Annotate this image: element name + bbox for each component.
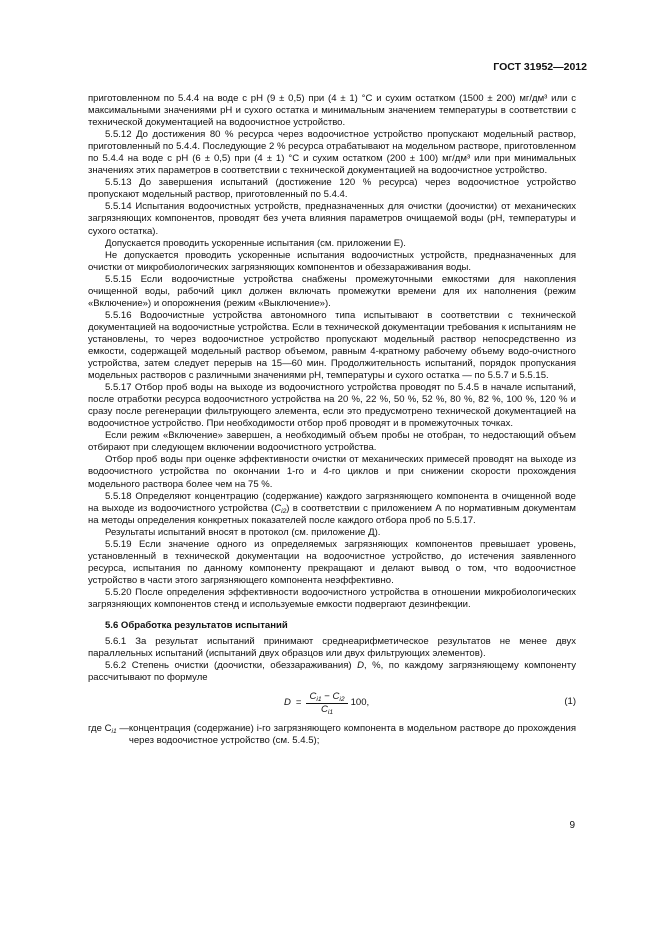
paragraph: Отбор проб воды при оценке эффективности очистки от механических примесей проводят на выходе из водоочистного устройства по окончании 1-го и 4-го циклов и при снижении скорости прохождения модельного раствора более чем на 75 %. — [88, 454, 576, 490]
legend-symbol: где $C_{i1}$ — — [88, 723, 129, 736]
paragraph-text: ) в соответствии с приложением А по нормативным документам на методы определения конкретных показателей после каждого отбора проб по 5.5.17. — [88, 502, 576, 526]
paragraph-5-5-18 — [88, 491, 576, 527]
formula-numerator: $C_{i1} - C_{i2}$ — [306, 691, 347, 704]
paragraph: Результаты испытаний вносят в протокол (см. приложение Д). — [105, 526, 381, 538]
paragraph-5-5-15: 5.5.15 Если водоочистные устройства снабжены промежуточными емкостями для накопления очищенной воды, рабочий цикл должен включать промежутки времени для их наполнения (режим «Включение») и опорожнения (режим «Выключение»). — [88, 273, 576, 309]
paragraph: приготовленном по 5.4.4 на воде с pH (9 ± 0,5) при (4 ± 1) °С и сухим остатком (1500 ± 200) мг/дм³ или с максимальными значениями pH и сухого остатка и минимальным значением температуры в соответствии с технической документацией на водоочистное устройство. — [88, 93, 576, 129]
symbol-ci2: $C_{i2}$ — [274, 502, 287, 515]
symbol-d: D — [357, 660, 364, 672]
paragraph-5-5-17: 5.5.17 Отбор проб воды на выходе из водоочистного устройства проводят по 5.4.5 в начале испытаний, после отработки ресурса водоочистного устройства на 20 %, 22 %, 50 %, 52 %, 80 %, 82 %, 100 %, 120 % и сразу после регенерации фильтрующего элемента, если это предусмотрено технической документацией на водоочистное устройство. При необходимости отбор проб проводят и в промежуточных точках. — [88, 382, 576, 430]
paragraph: Если режим «Включение» завершен, а необходимый объем пробы не отобран, то недостающий объем отбирают при следующем включении водоочистного устройства. — [88, 430, 576, 454]
paragraph-5-5-19: 5.5.19 Если значение одного из определяемых загрязняющих компонентов превышает уровень, установленный в технической документации на водоочистное устройство, до истечения заявленного ресурса, испытания по данному компоненту прекращают и делают вывод о том, что водоочистное устройство в части этого загрязняющего компонента неэффективно. — [88, 538, 576, 586]
paragraph-5-6-2 — [88, 660, 576, 684]
formula-number: (1) — [564, 696, 576, 708]
formula-factor: 100, — [350, 697, 370, 709]
paragraph-5-5-14: 5.5.14 Испытания водоочистных устройств, предназначенных для очистки (доочистки) от механических загрязняющих компонентов, проводят без учета влияния параметров очищаемой воды (pH, температуры и сухого остатка). — [88, 201, 576, 237]
formula-expression — [284, 687, 369, 719]
paragraph: Не допускается проводить ускоренные испытания водоочистных устройств, предназначенных для очистки от микробиологических загрязняющих компонентов и обеззараживания воды. — [88, 249, 576, 273]
paragraph-5-6-1: 5.6.1 За результат испытаний принимают среднеарифметическое результатов не менее двух параллельных испытаний (испытаний двух образцов или двух фильтрующих элементов). — [88, 636, 576, 660]
document-id: ГОСТ 31952—2012 — [493, 61, 587, 73]
legend-text: концентрация (содержание) i-го загрязняющего компонента в модельном растворе до прохождения через водоочистное устройство (см. 5.4.5); — [128, 723, 576, 747]
paragraph-5-5-16: 5.5.16 Водоочистные устройства автономного типа испытывают в соответствии с технической документацией на водоочистные устройства. Если в технической документации требования к испытаниям не установлены, то через водоочистное устройство пропускают модельный раствор непосредственно из емкости, содержащей модельный раствор объемом, равным 4-кратному рабочему объему водо-очистного устройства, затем следует перерыв на 15—60 мин. Продолжительность испытаний, порядок пропускания модельных растворов с различными значениями pH, температуры и сухого остатка — по 5.5.7 и 5.5.15. — [88, 309, 576, 382]
paragraph-text: 5.5.18 Определяют концентрацию (содержание) каждого загрязняющего компонента в очищенной воде на выходе из водоочистного устройства ( — [88, 490, 576, 514]
formula-1 — [88, 687, 576, 719]
document-body — [88, 93, 576, 747]
paragraph-text: 5.6.2 Степень очистки (доочистки, обеззараживания) — [105, 660, 358, 672]
formula-denominator: $C_{i1}$ — [320, 703, 334, 716]
paragraph-5-5-13: 5.5.13 До завершения испытаний (достижение 120 % ресурса) через водоочистное устройство пропускают модельный раствор, приготовленный по 5.4.4. — [88, 177, 576, 201]
formula-lhs: D — [284, 697, 291, 709]
formula-fraction — [306, 691, 347, 716]
paragraph-5-5-12: 5.5.12 До достижения 80 % ресурса через водоочистное устройство пропускают модельный раствор, приготовленный по 5.4.4. Последующие 2 % ресурса отрабатывают на модельном растворе, приготовленном по 5.4.4 на воде с pH (6 ± 0,5) при (4 ± 1) °С и сухим остатком (200 ± 100) мг/дм³ или при минимальных значениях этих параметров в соответствии с технической документацией на водоочистное устройство. — [88, 129, 576, 177]
formula-legend — [88, 723, 576, 747]
formula-equals: = — [295, 697, 302, 709]
paragraph: Допускается проводить ускоренные испытания (см. приложении Е). — [105, 237, 406, 249]
page-number: 9 — [569, 820, 575, 831]
section-heading: 5.6 Обработка результатов испытаний — [105, 620, 288, 632]
paragraph-5-5-20: 5.5.20 После определения эффективности водоочистного устройства в отношении микробиологических загрязняющих компонентов стенд и используемые емкости подвергают дезинфекции. — [88, 586, 576, 610]
paragraph-text: , %, по каждому загрязняющему компоненту рассчитывают по формуле — [88, 660, 576, 684]
